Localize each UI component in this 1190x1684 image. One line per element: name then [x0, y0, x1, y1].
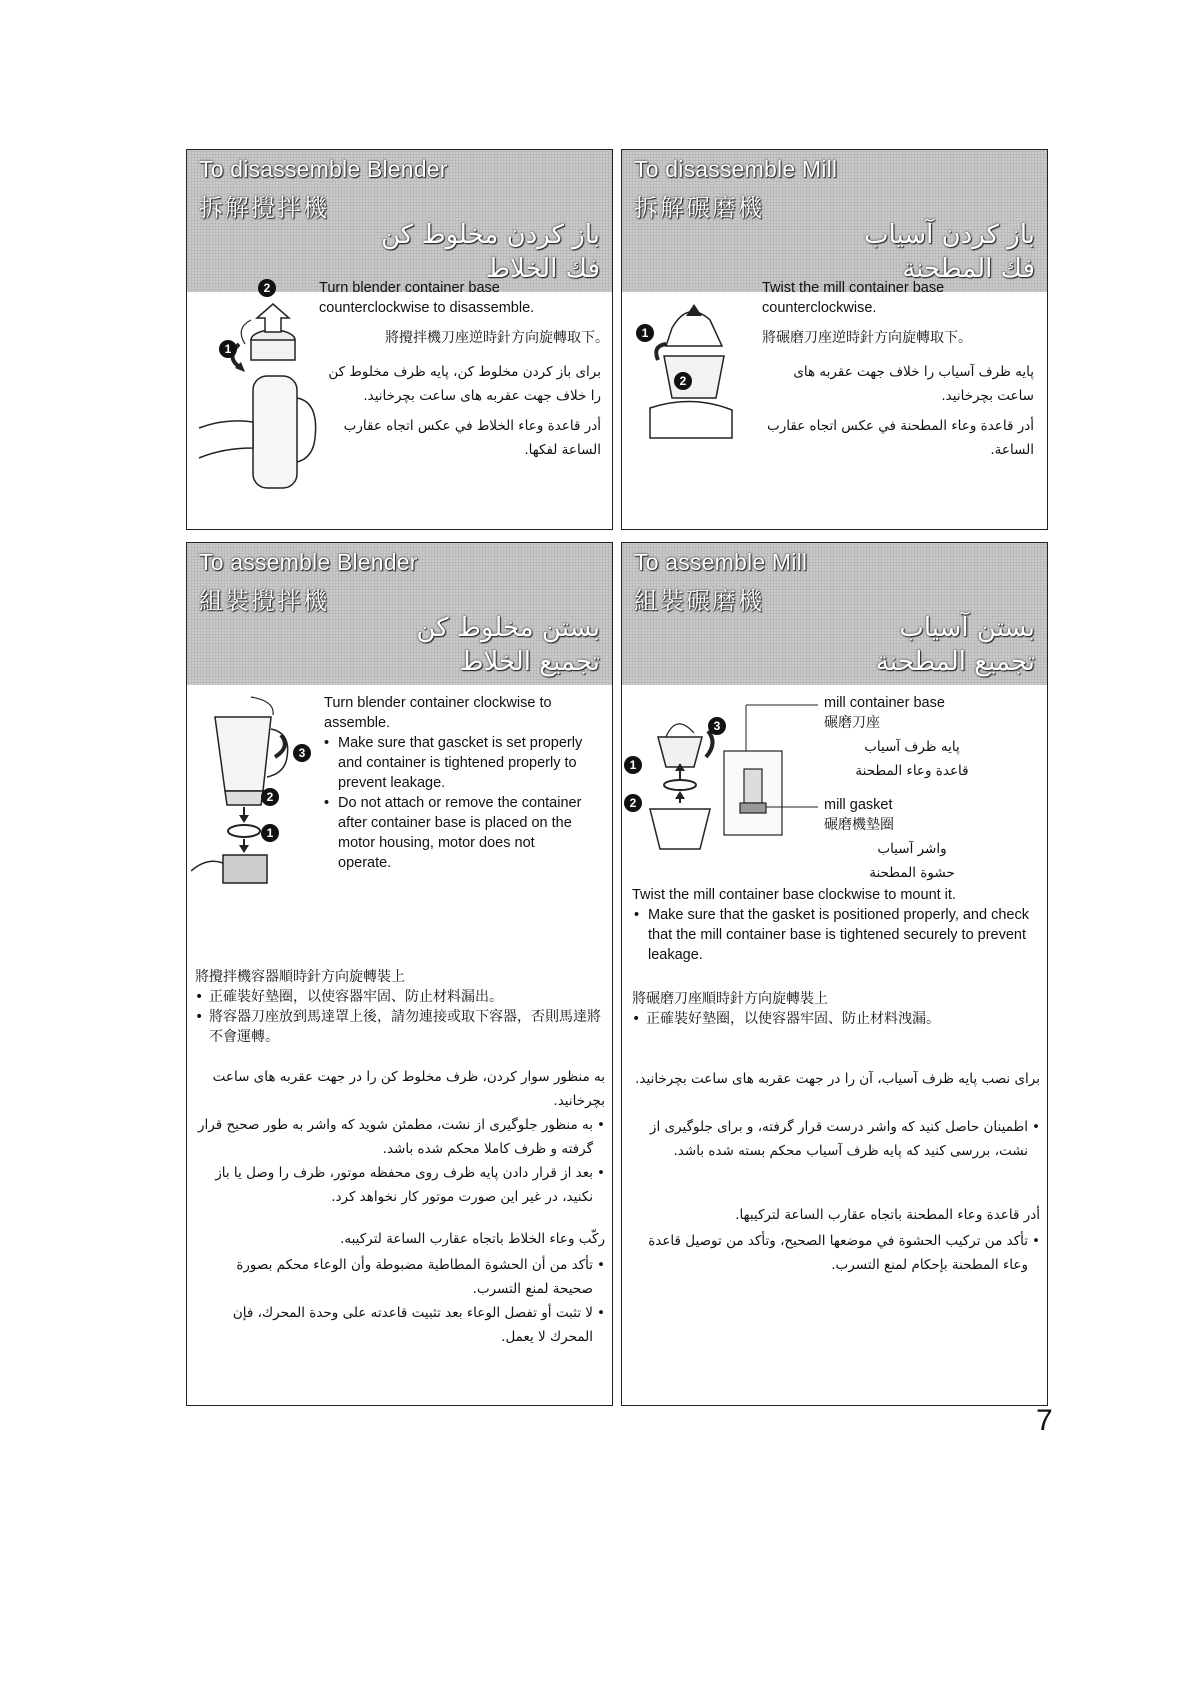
label-base-zh: 碾磨刀座	[824, 715, 880, 731]
bullet-zh: • 將容器刀座放到馬達罩上後，請勿連接或取下容器，否則馬達將不會運轉。	[209, 1007, 605, 1047]
title-en: To disassemble Mill	[634, 156, 838, 182]
instruction-en: Twist the mill container base counterclockwise.	[762, 280, 945, 316]
label-base-ar: ﻗﺎﻋﺪة وﻋﺎء اﻟﻤﻄﺤﻨﺔ	[855, 763, 969, 779]
page-number: 7	[1036, 1404, 1053, 1437]
panel-header	[187, 543, 612, 685]
bullet-fa: • ﺑﻪ ﻣﻨﻈﻮر ﺟﻠﻮﮔﯿﺮی از ﻧﺸﺖ، ﻣﻄﻤﺌﻦ ﺷﻮﯾﺪ ﮐﻪ واﺷﺮ ﺑﻪ ﻃﻮر ﺻﺤﯿﺢ ﻗﺮار ﮔﺮﻓﺘﻪ و ﻇﺮف ﮐﺎﻣﻼ ﻣﺤﮑﻢ ﺷﺪه ﺑﺎﺷﺪ.	[195, 1113, 605, 1161]
bullet-en: • Make sure that the gasket is positioned properly, and check that the mill container base is tightened securely to prevent leakage.	[648, 905, 1046, 965]
bullet-fa: • ﺑﻌﺪ از ﻗﺮار دادن ﭘﺎﯾﻪ ﻇﺮف روی ﻣﺤﻔﻈﻪ ﻣﻮﺗﻮر، ﻇﺮف را وﺻﻞ ﯾﺎ ﺑﺎز ﻧﮑﻨﯿﺪ، در ﻏﯿﺮ اﯾﻦ ﺻﻮرت ﻣﻮﺗﻮر ﮐﺎر ﻧﺨﻮاﻫﺪ ﮐﺮد.	[195, 1161, 605, 1209]
step-2-badge: 2	[258, 279, 276, 297]
bullet-en: • Make sure that gascket is set properly and container is tightened properly to prevent leakage.	[338, 733, 588, 793]
bullet-zh: • 正確裝好墊圈，以使容器牢固、防止材料漏出。	[209, 987, 605, 1007]
instruction-ar: أدر ﻗﺎﻋﺪة وﻋﺎء اﻟﻤﻄﺤﻨﺔ ﻓﻲ ﻋﻜﺲ اﺗﺠﺎه ﻋﻘﺎرب اﻟﺴﺎﻋﺔ.	[767, 418, 1034, 458]
step-1-badge: 1	[636, 324, 654, 342]
title-ar: ﻓﻚ اﻟﺨﻼط	[485, 254, 600, 284]
instruction-zh: 將碾磨刀座順時針方向旋轉裝上	[632, 991, 828, 1007]
bullets-en	[634, 905, 1046, 965]
bullets-ar	[195, 1253, 605, 1349]
step-1-badge: 1	[261, 824, 279, 842]
panel-header	[622, 543, 1047, 685]
step-1-badge: 1	[219, 340, 237, 358]
title-fa: ﺑﺴﺘﻦ ﻣﺨﻠﻮط ﮐﻦ	[416, 613, 600, 643]
step-3-badge: 3	[293, 744, 311, 762]
step-2-badge: 2	[624, 794, 642, 812]
panel-assemble-blender	[186, 542, 613, 1406]
bullets-zh	[632, 1009, 1044, 1029]
label-gasket-zh: 碾磨機墊圈	[824, 817, 894, 833]
bullet-zh: • 正確裝好墊圈，以使容器牢固、防止材料洩漏。	[646, 1009, 1044, 1029]
panel-header	[622, 150, 1047, 292]
title-fa: ﺑﺴﺘﻦ آﺳﯿﺎب	[899, 613, 1035, 643]
panel-disassemble-blender	[186, 149, 613, 530]
label-gasket-en: mill gasket	[824, 797, 893, 813]
bullet-ar: • ﺗﺄﻛﺪ ﻣﻦ ﺗﺮﻛﻴﺐ اﻟﺤﺸﻮة ﻓﻲ ﻣﻮﺿﻌﻬﺎ اﻟﺼﺤﻴﺢ، وﺗﺄﻛﺪ ﻣﻦ ﺗﻮﺻﻴﻞ ﻗﺎﻋﺪة وﻋﺎء اﻟﻤﻄﺤﻨﺔ ﺑﺈﺣﻜﺎم ﻟﻤﻨﻊ اﻟﺘﺴﺮب.	[630, 1229, 1040, 1277]
bullet-ar: • ﺗﺄﻛﺪ ﻣﻦ أن اﻟﺤﺸﻮة اﻟﻤﻄﺎﻃﻴﺔ ﻣﻀﺒﻮﻃﺔ وأن اﻟﻮﻋﺎء ﻣﺤﻜﻢ ﺑﺼﻮرة ﺻﺤﻴﺤﺔ ﻟﻤﻨﻊ اﻟﺘﺴﺮب.	[195, 1253, 605, 1301]
label-base-fa: ﭘﺎﯾﻪ ﻇﺮف آﺳﯿﺎب	[864, 739, 960, 755]
bullets-fa	[630, 1115, 1040, 1163]
step-2-badge: 2	[261, 788, 279, 806]
bullets-ar	[630, 1229, 1040, 1277]
instruction-ar: أدر ﻗﺎﻋﺪة وﻋﺎء اﻟﺨﻼط ﻓﻲ ﻋﻜﺲ اﺗﺠﺎه ﻋﻘﺎرب اﻟﺴﺎﻋﺔ ﻟﻔﻜﻬﺎ.	[343, 418, 601, 458]
instruction-zh: 將攪拌機容器順時針方向旋轉裝上	[195, 969, 405, 985]
mill-assemble-illustration	[628, 693, 828, 853]
instruction-en: Twist the mill container base clockwise to mount it.	[632, 887, 956, 903]
step-2-badge: 2	[674, 372, 692, 390]
label-gasket-fa: واﺷﺮ آﺳﯿﺎب	[877, 841, 947, 857]
intro-ar: رﻛّﺐ وﻋﺎء اﻟﺨﻼط ﺑﺎﺗﺠﺎه ﻋﻘﺎرب اﻟﺴﺎﻋﺔ ﻟﺘﺮﻛﻴﺒﻪ.	[340, 1231, 605, 1247]
title-zh: 組裝碾磨機	[634, 587, 764, 615]
instruction-en: Turn blender container clockwise to assemble.	[324, 695, 552, 731]
blender-assemble-illustration	[191, 693, 301, 893]
title-zh: 組裝攪拌機	[199, 587, 329, 615]
bullets-en	[324, 733, 588, 873]
title-ar: ﺗﺠﻤﻴﻊ اﻟﻤﻄﺤﻨﺔ	[875, 647, 1035, 677]
instruction-fa: ﭘﺎﯾﻪ ﻇﺮف آﺳﯿﺎب را ﺧﻼف ﺟﻬﺖ ﻋﻘﺮﺑﻪ ﻫﺎی ﺳﺎﻋﺖ ﺑﭽﺮﺧﺎﻧﯿﺪ.	[793, 364, 1034, 404]
label-gasket-ar: ﺣﺸﻮة اﻟﻤﻄﺤﻨﺔ	[869, 865, 955, 881]
bullet-en: • Do not attach or remove the container after container base is placed on the motor housing, motor does not operate.	[338, 793, 588, 873]
step-3-badge: 3	[708, 717, 726, 735]
label-base-en: mill container base	[824, 695, 945, 711]
title-ar: ﺗﺠﻤﻴﻊ اﻟﺨﻼط	[459, 647, 600, 677]
blender-disassemble-illustration	[195, 298, 325, 498]
mill-disassemble-illustration	[632, 298, 752, 448]
bullets-fa	[195, 1113, 605, 1209]
instruction-fa: ﺑﺮای ﺑﺎز ﮐﺮدن ﻣﺨﻠﻮط ﮐﻦ، ﭘﺎﯾﻪ ﻇﺮف ﻣﺨﻠﻮط ﮐﻦ را ﺧﻼف ﺟﻬﺖ ﻋﻘﺮﺑﻪ ﻫﺎی ﺳﺎﻋﺖ ﺑﭽﺮﺧﺎﻧﯿﺪ.	[328, 364, 601, 404]
bullet-ar: • ﻻ ﺗﺜﺒﺖ أو ﺗﻔﺼﻞ اﻟﻮﻋﺎء ﺑﻌﺪ ﺗﺜﺒﻴﺖ ﻗﺎﻋﺪﺗﻪ ﻋﻠﻰ وﺣﺪة اﻟﻤﺤﺮك، ﻓﺈن اﻟﻤﺤﺮك ﻻ ﻳﻌﻤﻞ.	[195, 1301, 605, 1349]
title-en: To assemble Mill	[634, 549, 808, 575]
instruction-zh: 將攪拌機刀座逆時針方向旋轉取下。	[385, 330, 609, 346]
title-fa: ﺑﺎز ﮐﺮدن آﺳﯿﺎب	[864, 220, 1035, 250]
panel-disassemble-mill	[621, 149, 1048, 530]
instruction-zh: 將碾磨刀座逆時針方向旋轉取下。	[762, 330, 972, 346]
intro-fa: ﺑﻪ ﻣﻨﻈﻮر ﺳﻮار ﮐﺮدن، ﻇﺮف ﻣﺨﻠﻮط ﮐﻦ را در ﺟﻬﺖ ﻋﻘﺮﺑﻪ ﻫﺎی ﺳﺎﻋﺖ ﺑﭽﺮﺧﺎﻧﯿﺪ.	[212, 1069, 605, 1109]
title-en: To assemble Blender	[199, 549, 418, 575]
instruction-en: Turn blender container base counterclockwise to disassemble.	[319, 280, 535, 316]
panel-assemble-mill	[621, 542, 1048, 1406]
title-zh: 拆解攪拌機	[199, 194, 329, 222]
step-1-badge: 1	[624, 756, 642, 774]
title-en: To disassemble Blender	[199, 156, 448, 182]
intro-fa: ﺑﺮای ﻧﺼﺐ ﭘﺎﯾﻪ ﻇﺮف آﺳﯿﺎب، آن را در ﺟﻬﺖ ﻋﻘﺮﺑﻪ ﻫﺎی ﺳﺎﻋﺖ ﺑﭽﺮﺧﺎﻧﯿﺪ.	[635, 1071, 1040, 1087]
title-ar: ﻓﻚ اﻟﻤﻄﺤﻨﺔ	[902, 254, 1035, 284]
panel-header	[187, 150, 612, 292]
title-fa: ﺑﺎز ﮐﺮدن ﻣﺨﻠﻮط ﮐﻦ	[381, 220, 600, 250]
bullets-zh	[195, 987, 605, 1047]
title-zh: 拆解碾磨機	[634, 194, 764, 222]
intro-ar: أدر ﻗﺎﻋﺪة وﻋﺎء اﻟﻤﻄﺤﻨﺔ ﺑﺎﺗﺠﺎه ﻋﻘﺎرب اﻟﺴﺎﻋﺔ ﻟﺘﺮﻛﻴﺒﻬﺎ.	[735, 1207, 1040, 1223]
bullet-fa: • اﻃﻤﯿﻨﺎن ﺣﺎﺻﻞ ﮐﻨﯿﺪ ﮐﻪ واﺷﺮ درﺳﺖ ﻗﺮار ﮔﺮﻓﺘﻪ، و ﺑﺮای ﺟﻠﻮﮔﯿﺮی از ﻧﺸﺖ، ﺑﺮرﺳﯽ ﮐﻨﯿﺪ ﮐﻪ ﭘﺎﯾﻪ ﻇﺮف آﺳﯿﺎب ﻣﺤﮑﻢ ﺑﺴﺘﻪ ﺷﺪه ﺑﺎﺷﺪ.	[630, 1115, 1040, 1163]
